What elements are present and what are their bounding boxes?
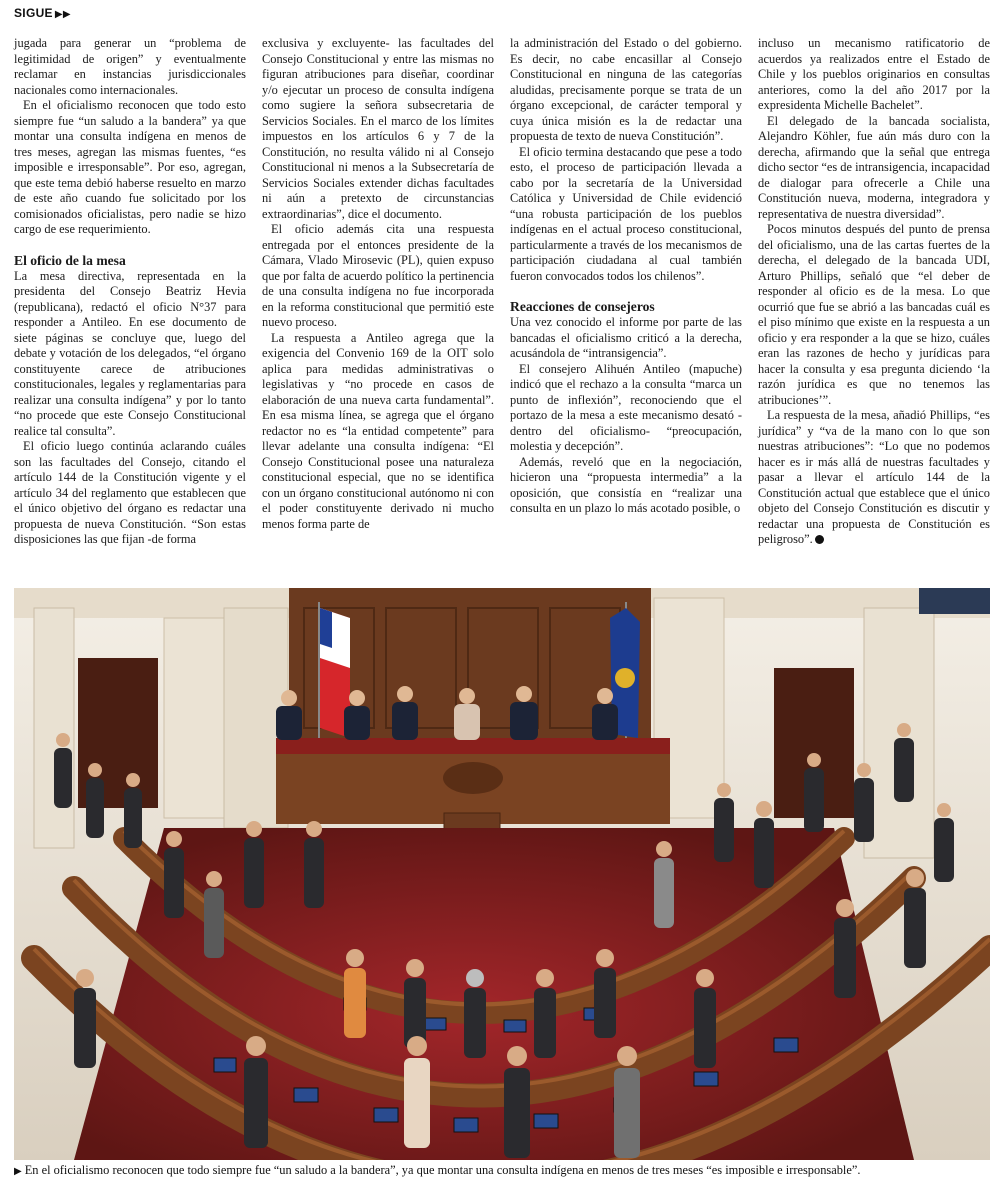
article-columns [14,36,990,576]
paragraph-text: El oficio luego continúa aclarando cuáles son las facultades del Consejo, citando el artículo 144 de la Constitución vigente y el artículo 34 del reglamento que establecen que el único objetivo del órgano es redactar una propuesta de nueva Constitución. “Son estas disposiciones las que fijan -de forma [14,439,246,546]
article-paragraph [14,98,246,238]
paragraph-text: El consejero Alihuén Antileo (mapuche) indicó que el rechazo a la consulta “marca un punto de inflexión”, reconociendo que el portazo de la mesa a este mecanismo desató -dentro del oficialismo- “preocupación, molestia y decepción”. [510,361,742,453]
caption-marker-icon: ▶ [14,1166,22,1177]
article-paragraph [14,439,246,548]
article-paragraph [262,222,494,331]
paragraph-text: En el oficialismo reconocen que todo esto siempre fue “un saludo a la bandera” ya que montar una consulta indígena en menos de tres meses, agregan las mismas fuentes, “es imposible e irresponsable”. Por eso, agregan, que este tema debió haberse resuelto en marzo de este año cuando fue solicitado por los comisionados oficialistas, pero nadie se hizo cargo de ese requerimiento. [14,98,246,236]
article-column-4 [758,36,990,576]
section-heading-text: Reacciones de consejeros [510,299,655,314]
paragraph-text: La respuesta de la mesa, añadió Phillips, “es jurídica” y “va de la mano con lo que son nuestras atribuciones”: “Lo que no podemos hacer es ir más allá de nuestras facultades y pasar a llevar el artículo 144 de la Constitución actual que establece que el único objeto del Consejo Constitución es discutir y redactar una propuesta de Constitución es peligroso”. [758,408,990,546]
paragraph-text: Una vez conocido el informe por parte de las bancadas el oficialismo criticó a la derecha, acusándola de “intransigencia”. [510,315,742,360]
paragraph-text: El oficio además cita una respuesta entregada por el entonces presidente de la Cámara, Vlado Mirosevic (PL), quien expuso que por falta de acuerdo político la pertinencia de una consulta indígena no fue incorporada en la reforma constitucional que permitió este nuevo proceso. [262,222,494,329]
article-paragraph [510,455,742,517]
article-paragraph [758,36,990,114]
caption-text: En el oficialismo reconocen que todo siempre fue “un saludo a la bandera”, ya que montar una consulta indígena en menos de tres meses “es imposible e irresponsable”. [24,1163,861,1177]
article-paragraph [510,145,742,285]
article-paragraph [758,114,990,223]
article-paragraph [14,36,246,98]
sigue-marker [14,6,71,20]
chamber-photo-illustration [14,588,990,1160]
paragraph-text: jugada para generar un “problema de legitimidad de origen” y eventualmente reclamar en instancias jurisdiccionales nacionales como internacionales. [14,36,246,97]
paragraph-text: la administración del Estado o del gobierno. Es decir, no cabe encasillar al Consejo Constitucional en ninguna de las categorías aludidas, precisamente porque se trata de un órgano excepcional, de carácter temporal y cuya única misión es la de redactar una propuesta de texto de nueva Constitución”. [510,36,742,143]
article-photo [14,588,990,1160]
photo-caption [14,1163,990,1179]
article-column-1 [14,36,246,576]
paragraph-text: exclusiva y excluyente- las facultades del Consejo Constitucional y entre las mismas no figuran atribuciones para diseñar, coordinar y/o ejecutar un proceso de consulta indígena como sugiere la señora subsecretaria de Servicios Sociales. En el marco de los límites impuestos en los artículos 6 y 7 de la Constitución, no resulta válido ni al Consejo Constitucional ni menos a la Subsecretaría de Servicios Sociales extender dichas facultades ni aún a pretexto de circunstancias extraordinarias”, dice el documento. [262,36,494,221]
paragraph-text: La mesa directiva, representada en la presidenta del Consejo Beatriz Hevia (republicana), redactó el oficio N°37 para responder a Antileo. En ese documento de siete páginas se concluye que, luego del debate y votación de los delegados, “el órgano constituyente carece de atribuciones constitucionales, legales y reglamentarias para realizar una consulta indígena” y por lo tanto “no procede que este Consejo Constitucional realice tal consulta”. [14,268,246,438]
article-paragraph [262,36,494,222]
paragraph-text: incluso un mecanismo ratificatorio de acuerdos ya realizados entre el Estado de Chile y los pueblos originarios en consultas anteriores, como la del año 2017 por la expresidenta Michelle Bachelet”. [758,36,990,112]
article-column-2 [262,36,494,576]
article-end-mark-icon [815,535,824,544]
section-heading [14,252,246,269]
article-paragraph [14,269,246,440]
article-paragraph [758,222,990,408]
sigue-label: SIGUE [14,6,53,20]
paragraph-text: La respuesta a Antileo agrega que la exigencia del Convenio 169 de la OIT solo aplica para medidas administrativas o legislativas y “no procede en casos de elaboración de una nueva carta fundamental”. En esa misma línea, se agrega que el órgano redactor no es “la entidad competente” para llevar adelante una consulta indígena: “El Consejo Constitucional posee una naturaleza constitucional especial, que no se identifica con un órgano constitucional autónomo ni con el poder constituyente derivado ni mucho menos forma parte de [262,330,494,531]
section-heading [510,298,742,315]
section-heading-text: El oficio de la mesa [14,252,126,268]
article-paragraph [510,36,742,145]
article-column-3 [510,36,742,576]
paragraph-text: El delegado de la bancada socialista, Alejandro Köhler, fue aún más duro con la derecha, afirmando que la señal que entrega dicho sector “es de intransigencia, incapacidad de dialogar para ofrecerle a Chile una Constitución nueva, moderna, integradora y representativa de nuestra diversidad”. [758,113,990,221]
article-paragraph [758,408,990,548]
paragraph-text: Además, reveló que en la negociación, hicieron una “propuesta intermedia” a la oposición, que consistía en “realizar una consulta en un plazo lo más acotado posible, o [510,454,742,515]
paragraph-text: El oficio termina destacando que pese a todo esto, el proceso de participación llevada a cabo por la secretaría de la Universidad Católica y Universidad de Chile evidenció “una robusta participación de los pueblos indígenas en el actual proceso constitucional, particularmente a través de los mecanismos de participación ciudadana al cual también fueron convocados todos los chilenos”. [510,144,742,283]
article-paragraph [510,315,742,362]
sigue-arrow-icon: ▶▶ [54,9,71,20]
paragraph-text: Pocos minutos después del punto de prensa del oficialismo, una de las cartas fuertes de la derecha, el delegado de la bancada UDI, Arturo Phillips, señaló que “el deber de responder al oficio es de la mesa. Lo que ocurrió que fue se abrió a las bancadas cuál es el piso mínimo que existe en la respuesta a un oficio y era responder a la que se hizo, cuáles eran las razones de hecho y jurídicas para hacer la consulta y esa pregunta diciendo ‘la razón jurídica es que no tenemos las atribuciones’”. [758,222,990,407]
article-paragraph [510,362,742,455]
article-paragraph [262,331,494,533]
